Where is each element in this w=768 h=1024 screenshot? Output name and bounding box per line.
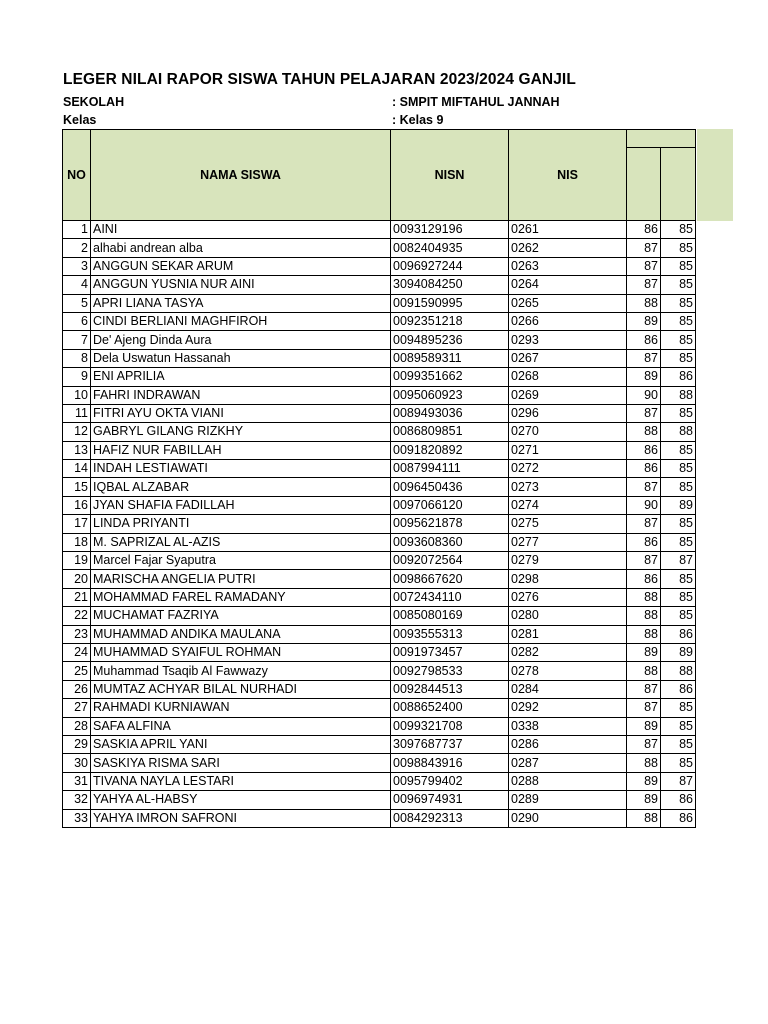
student-name: JYAN SHAFIA FADILLAH bbox=[91, 496, 391, 514]
student-rows bbox=[63, 221, 696, 828]
table-row bbox=[63, 221, 696, 239]
student-nis: 0271 bbox=[509, 441, 627, 459]
table-row bbox=[63, 570, 696, 588]
student-nis: 0287 bbox=[509, 754, 627, 772]
student-name: SAFA ALFINA bbox=[91, 717, 391, 735]
score-2: 85 bbox=[661, 441, 696, 459]
table-row bbox=[63, 257, 696, 275]
row-number: 12 bbox=[63, 423, 91, 441]
row-number: 18 bbox=[63, 533, 91, 551]
table-row bbox=[63, 699, 696, 717]
table-row bbox=[63, 349, 696, 367]
student-name: MUCHAMAT FAZRIYA bbox=[91, 607, 391, 625]
row-number: 21 bbox=[63, 588, 91, 606]
row-number: 11 bbox=[63, 404, 91, 422]
student-nis: 0272 bbox=[509, 460, 627, 478]
student-name: FITRI AYU OKTA VIANI bbox=[91, 404, 391, 422]
score-2: 85 bbox=[661, 570, 696, 588]
table-row bbox=[63, 312, 696, 330]
score-2: 85 bbox=[661, 404, 696, 422]
row-number: 22 bbox=[63, 607, 91, 625]
student-name: YAHYA IMRON SAFRONI bbox=[91, 809, 391, 827]
student-name: alhabi andrean alba bbox=[91, 239, 391, 257]
row-number: 19 bbox=[63, 552, 91, 570]
student-nis: 0282 bbox=[509, 643, 627, 661]
student-name: SASKIA APRIL YANI bbox=[91, 735, 391, 753]
row-number: 4 bbox=[63, 276, 91, 294]
student-nisn: 0085080169 bbox=[391, 607, 509, 625]
score-1: 87 bbox=[627, 552, 661, 570]
student-nisn: 3094084250 bbox=[391, 276, 509, 294]
score-2: 88 bbox=[661, 423, 696, 441]
student-nis: 0262 bbox=[509, 239, 627, 257]
row-number: 3 bbox=[63, 257, 91, 275]
student-nis: 0268 bbox=[509, 368, 627, 386]
score-1: 86 bbox=[627, 221, 661, 239]
row-number: 7 bbox=[63, 331, 91, 349]
score-2: 87 bbox=[661, 772, 696, 790]
score-1: 89 bbox=[627, 368, 661, 386]
student-nis: 0278 bbox=[509, 662, 627, 680]
table-row bbox=[63, 662, 696, 680]
row-number: 27 bbox=[63, 699, 91, 717]
score-2: 85 bbox=[661, 533, 696, 551]
student-nisn: 0095060923 bbox=[391, 386, 509, 404]
table-row bbox=[63, 809, 696, 827]
student-nisn: 0084292313 bbox=[391, 809, 509, 827]
student-nisn: 0093608360 bbox=[391, 533, 509, 551]
student-nis: 0263 bbox=[509, 257, 627, 275]
header-fill-extension bbox=[697, 129, 733, 221]
student-name: IQBAL ALZABAR bbox=[91, 478, 391, 496]
table-row bbox=[63, 368, 696, 386]
table-row bbox=[63, 404, 696, 422]
score-1: 89 bbox=[627, 643, 661, 661]
student-nisn: 0096927244 bbox=[391, 257, 509, 275]
header-nis: NIS bbox=[509, 130, 627, 221]
table-row bbox=[63, 643, 696, 661]
table-row bbox=[63, 276, 696, 294]
student-name: Muhammad Tsaqib Al Fawwazy bbox=[91, 662, 391, 680]
student-nis: 0279 bbox=[509, 552, 627, 570]
student-name: MUMTAZ ACHYAR BILAL NURHADI bbox=[91, 680, 391, 698]
table-row bbox=[63, 460, 696, 478]
score-2: 85 bbox=[661, 239, 696, 257]
table-row bbox=[63, 588, 696, 606]
score-2: 85 bbox=[661, 460, 696, 478]
row-number: 16 bbox=[63, 496, 91, 514]
student-nisn: 0094895236 bbox=[391, 331, 509, 349]
row-number: 10 bbox=[63, 386, 91, 404]
score-1: 90 bbox=[627, 386, 661, 404]
score-1: 86 bbox=[627, 533, 661, 551]
student-nis: 0298 bbox=[509, 570, 627, 588]
student-nisn: 0086809851 bbox=[391, 423, 509, 441]
score-1: 88 bbox=[627, 423, 661, 441]
row-number: 13 bbox=[63, 441, 91, 459]
table-row bbox=[63, 331, 696, 349]
table-row bbox=[63, 423, 696, 441]
student-nis: 0280 bbox=[509, 607, 627, 625]
school-value: : SMPIT MIFTAHUL JANNAH bbox=[392, 95, 560, 109]
student-nis: 0276 bbox=[509, 588, 627, 606]
score-1: 88 bbox=[627, 662, 661, 680]
row-number: 17 bbox=[63, 515, 91, 533]
score-1: 88 bbox=[627, 754, 661, 772]
student-nisn: 0087994111 bbox=[391, 460, 509, 478]
student-nisn: 0089589311 bbox=[391, 349, 509, 367]
school-label: SEKOLAH bbox=[63, 95, 125, 109]
student-nisn: 0096974931 bbox=[391, 791, 509, 809]
student-name: SASKIYA RISMA SARI bbox=[91, 754, 391, 772]
score-2: 86 bbox=[661, 368, 696, 386]
score-1: 87 bbox=[627, 735, 661, 753]
table-row bbox=[63, 533, 696, 551]
score-1: 87 bbox=[627, 699, 661, 717]
table-row bbox=[63, 496, 696, 514]
student-name: GABRYL GILANG RIZKHY bbox=[91, 423, 391, 441]
score-1: 88 bbox=[627, 809, 661, 827]
student-nis: 0277 bbox=[509, 533, 627, 551]
student-nisn: 0092072564 bbox=[391, 552, 509, 570]
page-title: LEGER NILAI RAPOR SISWA TAHUN PELAJARAN 2023/2024 GANJIL bbox=[63, 71, 576, 88]
student-name: MARISCHA ANGELIA PUTRI bbox=[91, 570, 391, 588]
score-2: 85 bbox=[661, 717, 696, 735]
table-row bbox=[63, 239, 696, 257]
score-1: 87 bbox=[627, 680, 661, 698]
score-2: 85 bbox=[661, 331, 696, 349]
student-nisn: 0098667620 bbox=[391, 570, 509, 588]
student-name: ANGGUN YUSNIA NUR AINI bbox=[91, 276, 391, 294]
row-number: 24 bbox=[63, 643, 91, 661]
row-number: 30 bbox=[63, 754, 91, 772]
student-name: APRI LIANA TASYA bbox=[91, 294, 391, 312]
student-name: MOHAMMAD FAREL RAMADANY bbox=[91, 588, 391, 606]
student-nisn: 0095621878 bbox=[391, 515, 509, 533]
student-nisn: 3097687737 bbox=[391, 735, 509, 753]
row-number: 28 bbox=[63, 717, 91, 735]
score-1: 89 bbox=[627, 772, 661, 790]
student-nis: 0265 bbox=[509, 294, 627, 312]
score-1: 89 bbox=[627, 312, 661, 330]
score-1: 90 bbox=[627, 496, 661, 514]
student-nisn: 0091820892 bbox=[391, 441, 509, 459]
student-nis: 0288 bbox=[509, 772, 627, 790]
table-row bbox=[63, 441, 696, 459]
student-name: ANGGUN SEKAR ARUM bbox=[91, 257, 391, 275]
row-number: 20 bbox=[63, 570, 91, 588]
student-nis: 0284 bbox=[509, 680, 627, 698]
score-1: 87 bbox=[627, 239, 661, 257]
student-name: MUHAMMAD SYAIFUL ROHMAN bbox=[91, 643, 391, 661]
score-1: 88 bbox=[627, 588, 661, 606]
row-number: 2 bbox=[63, 239, 91, 257]
student-nis: 0275 bbox=[509, 515, 627, 533]
student-nis: 0261 bbox=[509, 221, 627, 239]
student-name: FAHRI INDRAWAN bbox=[91, 386, 391, 404]
row-number: 32 bbox=[63, 791, 91, 809]
row-number: 9 bbox=[63, 368, 91, 386]
student-nisn: 0093555313 bbox=[391, 625, 509, 643]
student-nis: 0269 bbox=[509, 386, 627, 404]
score-2: 86 bbox=[661, 625, 696, 643]
score-1: 87 bbox=[627, 349, 661, 367]
student-name: RAHMADI KURNIAWAN bbox=[91, 699, 391, 717]
score-1: 87 bbox=[627, 276, 661, 294]
score-1: 89 bbox=[627, 791, 661, 809]
student-nisn: 0099351662 bbox=[391, 368, 509, 386]
student-nis: 0286 bbox=[509, 735, 627, 753]
student-name: Marcel Fajar Syaputra bbox=[91, 552, 391, 570]
student-nisn: 0091590995 bbox=[391, 294, 509, 312]
table-row bbox=[63, 772, 696, 790]
student-nisn: 0092798533 bbox=[391, 662, 509, 680]
score-2: 85 bbox=[661, 312, 696, 330]
score-2: 85 bbox=[661, 349, 696, 367]
header-nisn: NISN bbox=[391, 130, 509, 221]
row-number: 1 bbox=[63, 221, 91, 239]
row-number: 5 bbox=[63, 294, 91, 312]
score-1: 89 bbox=[627, 717, 661, 735]
header-name: NAMA SISWA bbox=[91, 130, 391, 221]
score-2: 85 bbox=[661, 515, 696, 533]
student-name: ENI APRILIA bbox=[91, 368, 391, 386]
student-name: De' Ajeng Dinda Aura bbox=[91, 331, 391, 349]
row-number: 6 bbox=[63, 312, 91, 330]
score-2: 85 bbox=[661, 607, 696, 625]
student-name: YAHYA AL-HABSY bbox=[91, 791, 391, 809]
student-name: TIVANA NAYLA LESTARI bbox=[91, 772, 391, 790]
score-1: 88 bbox=[627, 607, 661, 625]
score-1: 86 bbox=[627, 441, 661, 459]
student-nisn: 0089493036 bbox=[391, 404, 509, 422]
table-row bbox=[63, 625, 696, 643]
row-number: 23 bbox=[63, 625, 91, 643]
score-2: 85 bbox=[661, 754, 696, 772]
score-1: 87 bbox=[627, 515, 661, 533]
student-nis: 0281 bbox=[509, 625, 627, 643]
score-1: 86 bbox=[627, 331, 661, 349]
score-1: 88 bbox=[627, 625, 661, 643]
student-nisn: 0093129196 bbox=[391, 221, 509, 239]
score-2: 86 bbox=[661, 680, 696, 698]
score-2: 86 bbox=[661, 809, 696, 827]
header-score-2 bbox=[661, 148, 696, 221]
row-number: 31 bbox=[63, 772, 91, 790]
student-nisn: 0072434110 bbox=[391, 588, 509, 606]
row-number: 33 bbox=[63, 809, 91, 827]
score-2: 89 bbox=[661, 496, 696, 514]
student-nis: 0292 bbox=[509, 699, 627, 717]
table-row bbox=[63, 294, 696, 312]
score-1: 87 bbox=[627, 257, 661, 275]
score-2: 85 bbox=[661, 276, 696, 294]
student-nisn: 0099321708 bbox=[391, 717, 509, 735]
score-1: 86 bbox=[627, 460, 661, 478]
student-nis: 0289 bbox=[509, 791, 627, 809]
score-2: 85 bbox=[661, 588, 696, 606]
row-number: 25 bbox=[63, 662, 91, 680]
row-number: 26 bbox=[63, 680, 91, 698]
table-row bbox=[63, 791, 696, 809]
row-number: 8 bbox=[63, 349, 91, 367]
student-nis: 0296 bbox=[509, 404, 627, 422]
student-nis: 0266 bbox=[509, 312, 627, 330]
score-1: 87 bbox=[627, 404, 661, 422]
score-2: 87 bbox=[661, 552, 696, 570]
score-1: 86 bbox=[627, 570, 661, 588]
score-2: 88 bbox=[661, 386, 696, 404]
header-subject-group bbox=[627, 130, 696, 148]
table-row bbox=[63, 607, 696, 625]
header-score-1 bbox=[627, 148, 661, 221]
student-name: MUHAMMAD ANDIKA MAULANA bbox=[91, 625, 391, 643]
student-nis: 0338 bbox=[509, 717, 627, 735]
header-no: NO bbox=[63, 130, 91, 221]
score-1: 88 bbox=[627, 294, 661, 312]
student-nis: 0264 bbox=[509, 276, 627, 294]
score-2: 85 bbox=[661, 294, 696, 312]
student-name: INDAH LESTIAWATI bbox=[91, 460, 391, 478]
table-row bbox=[63, 754, 696, 772]
score-2: 85 bbox=[661, 735, 696, 753]
student-name: Dela Uswatun Hassanah bbox=[91, 349, 391, 367]
row-number: 29 bbox=[63, 735, 91, 753]
student-nis: 0290 bbox=[509, 809, 627, 827]
student-nis: 0293 bbox=[509, 331, 627, 349]
table-row bbox=[63, 515, 696, 533]
table-row bbox=[63, 552, 696, 570]
student-nisn: 0096450436 bbox=[391, 478, 509, 496]
class-label: Kelas bbox=[63, 113, 97, 127]
score-2: 88 bbox=[661, 662, 696, 680]
student-name: AINI bbox=[91, 221, 391, 239]
student-nisn: 0097066120 bbox=[391, 496, 509, 514]
table-row bbox=[63, 735, 696, 753]
student-nisn: 0091973457 bbox=[391, 643, 509, 661]
student-nisn: 0092844513 bbox=[391, 680, 509, 698]
student-nis: 0267 bbox=[509, 349, 627, 367]
student-nisn: 0092351218 bbox=[391, 312, 509, 330]
score-2: 85 bbox=[661, 221, 696, 239]
student-nis: 0274 bbox=[509, 496, 627, 514]
student-nisn: 0088652400 bbox=[391, 699, 509, 717]
student-nisn: 0098843916 bbox=[391, 754, 509, 772]
student-nis: 0273 bbox=[509, 478, 627, 496]
score-2: 85 bbox=[661, 699, 696, 717]
student-name: M. SAPRIZAL AL-AZIS bbox=[91, 533, 391, 551]
score-2: 85 bbox=[661, 257, 696, 275]
student-name: LINDA PRIYANTI bbox=[91, 515, 391, 533]
row-number: 15 bbox=[63, 478, 91, 496]
score-2: 85 bbox=[661, 478, 696, 496]
student-name: CINDI BERLIANI MAGHFIROH bbox=[91, 312, 391, 330]
student-nisn: 0082404935 bbox=[391, 239, 509, 257]
student-name: HAFIZ NUR FABILLAH bbox=[91, 441, 391, 459]
table-row bbox=[63, 386, 696, 404]
grades-table bbox=[62, 129, 696, 828]
score-2: 86 bbox=[661, 791, 696, 809]
table-row bbox=[63, 717, 696, 735]
row-number: 14 bbox=[63, 460, 91, 478]
table-row bbox=[63, 478, 696, 496]
score-1: 87 bbox=[627, 478, 661, 496]
score-2: 89 bbox=[661, 643, 696, 661]
student-nis: 0270 bbox=[509, 423, 627, 441]
class-value: : Kelas 9 bbox=[392, 113, 444, 127]
table-row bbox=[63, 680, 696, 698]
student-nisn: 0095799402 bbox=[391, 772, 509, 790]
